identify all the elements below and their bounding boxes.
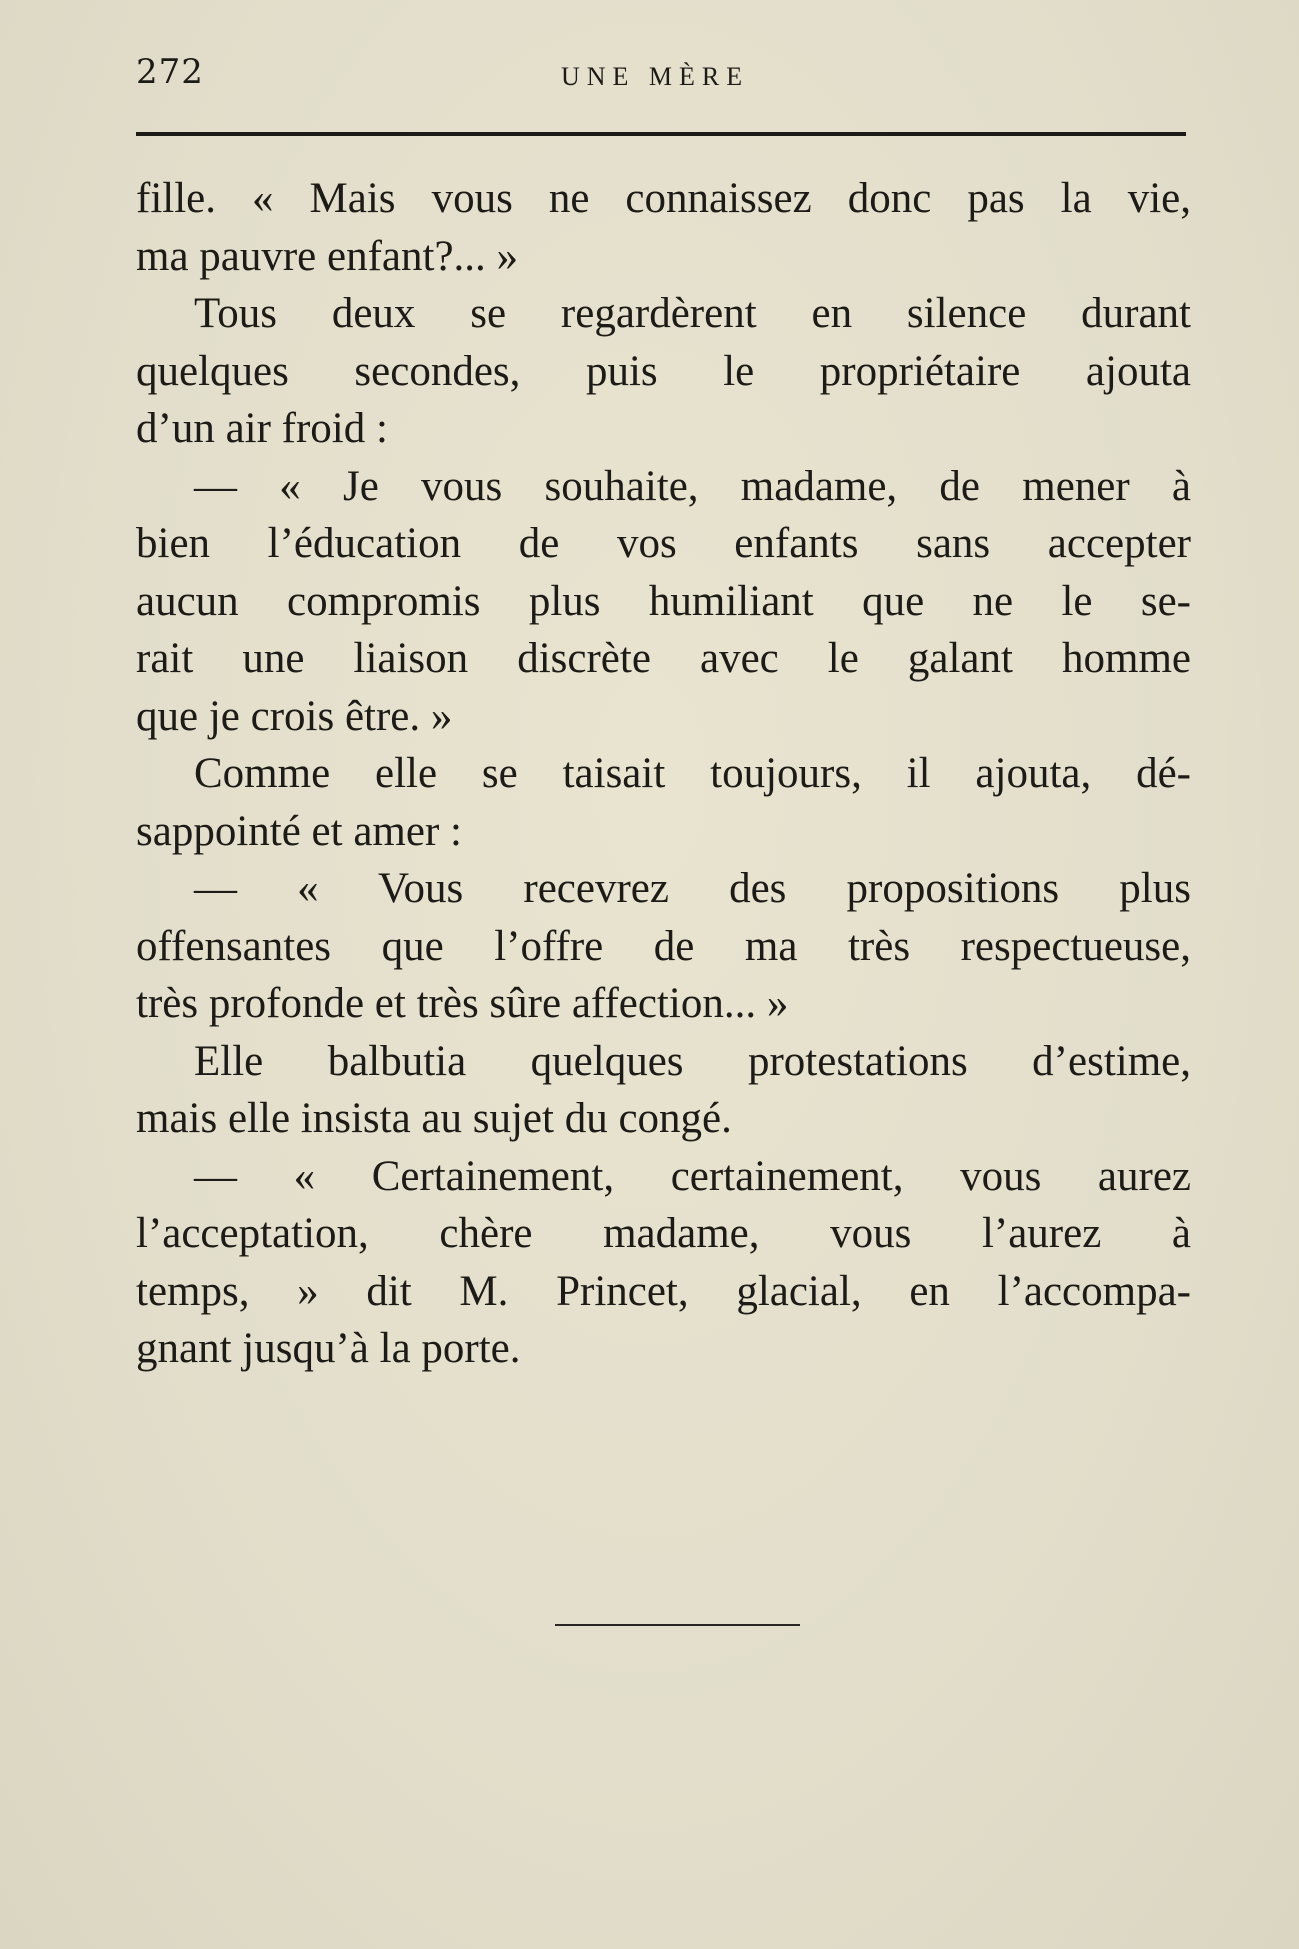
text-line: ma pauvre enfant?... » [136, 232, 519, 280]
text-line: gnant jusqu’à la porte. [136, 1325, 521, 1372]
text-line: Elle balbutia quelques protestations d’estime, [194, 1037, 1191, 1085]
header-rule [136, 132, 1186, 136]
text-line: Comme elle se taisait toujours, il ajouta, dé- [194, 750, 1191, 797]
text-line: temps, » dit M. Princet, glacial, en l’accompa- [136, 1267, 1191, 1315]
text-line: sappointé et amer : [136, 807, 462, 855]
text-line: offensantes que l’offre de ma très respectueuse, [136, 922, 1191, 970]
text-line: bien l’éducation de vos enfants sans accepter [136, 520, 1191, 567]
text-line: — « Certainement, certainement, vous aurez [194, 1152, 1191, 1200]
text-line: — « Vous recevrez des propositions plus [194, 865, 1191, 912]
text-line: d’un air froid : [136, 405, 388, 452]
text-line: quelques secondes, puis le propriétaire ajouta [136, 347, 1191, 395]
body-text [136, 170, 1191, 1378]
text-line: mais elle insista au sujet du congé. [136, 1095, 732, 1142]
text-line: l’acceptation, chère madame, vous l’aurez à [136, 1210, 1191, 1257]
text-line: très profonde et très sûre affection... » [136, 980, 789, 1027]
text-line: fille. « Mais vous ne connaissez donc pas la vie, [136, 175, 1191, 222]
end-rule [555, 1624, 800, 1626]
page-number: 272 [136, 52, 204, 92]
running-title: UNE MÈRE [561, 62, 750, 91]
text-line: que je crois être. » [136, 692, 453, 740]
page-header [136, 52, 1186, 112]
text-line: Tous deux se regardèrent en silence durant [194, 290, 1191, 337]
text-line: aucun compromis plus humiliant que ne le se- [136, 577, 1191, 625]
text-line: rait une liaison discrète avec le galant homme [136, 635, 1191, 682]
text-line: — « Je vous souhaite, madame, de mener à [194, 462, 1191, 510]
